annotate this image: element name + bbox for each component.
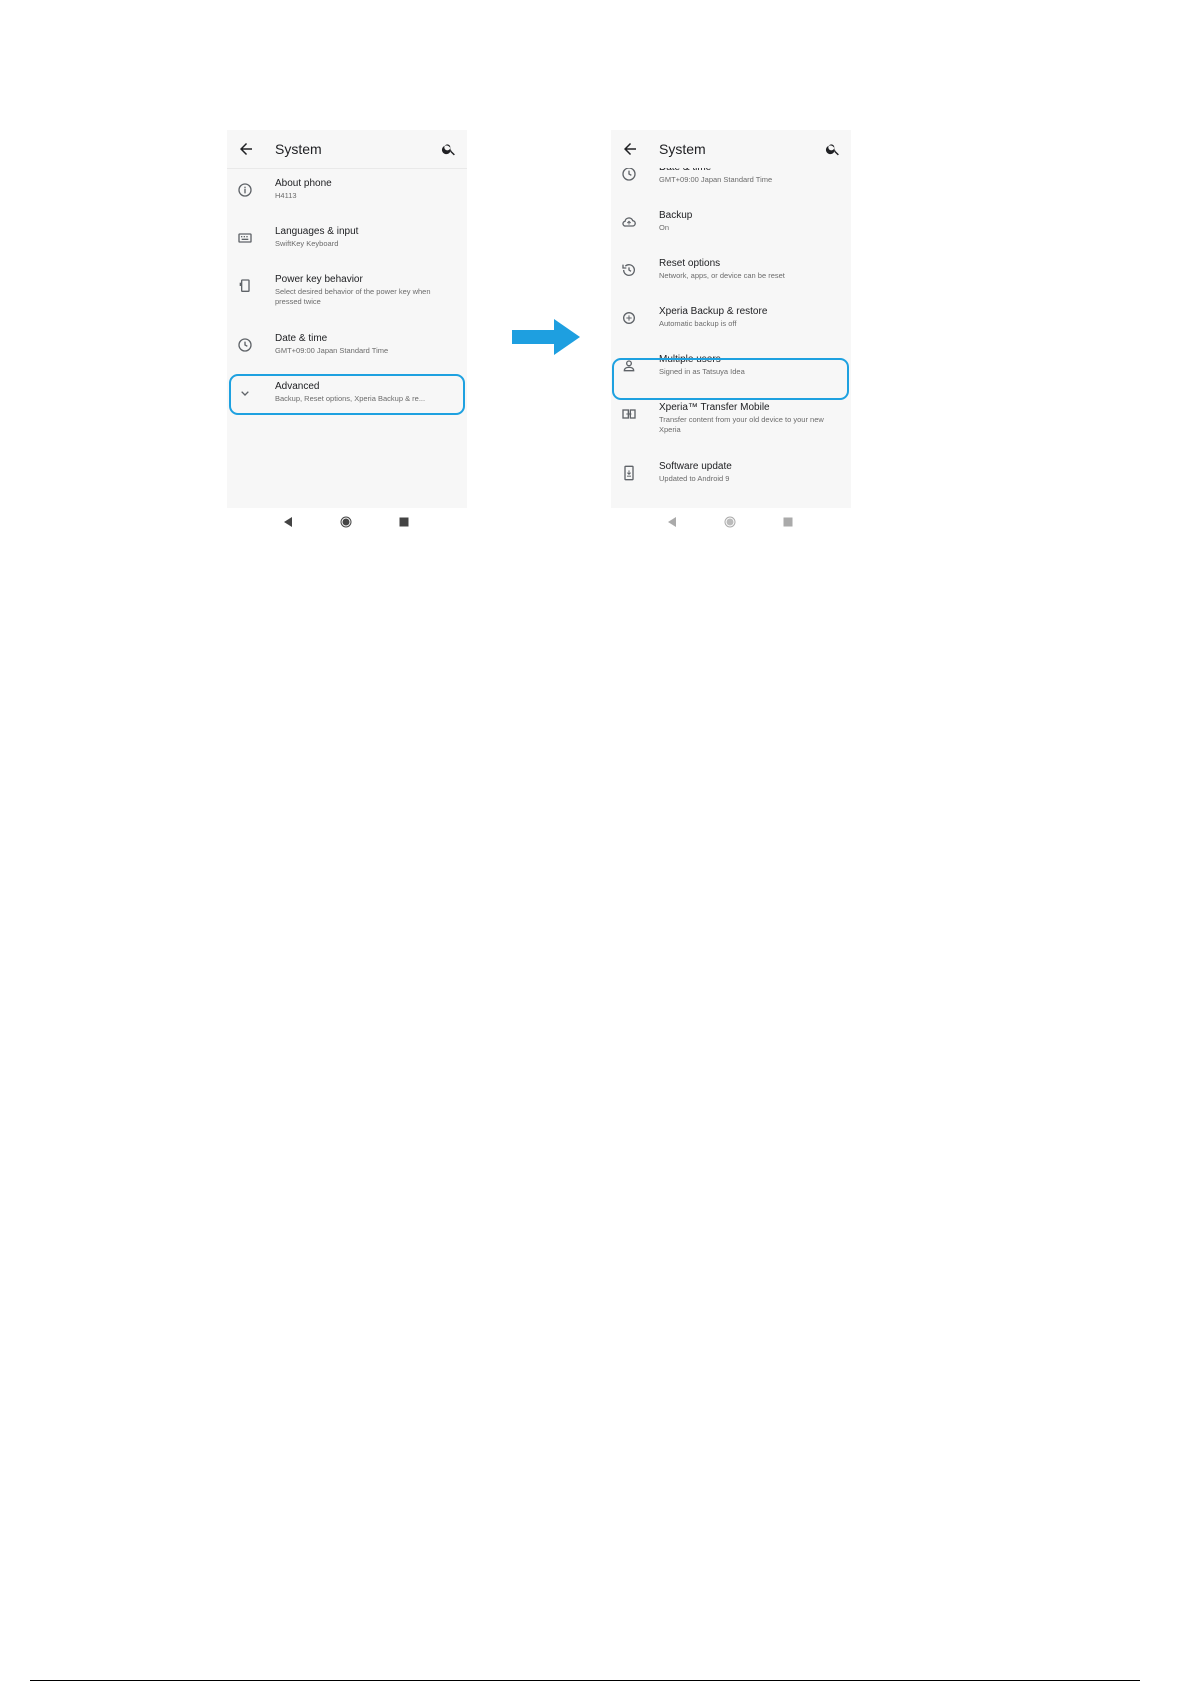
list-item-reset-options[interactable]	[611, 248, 851, 296]
transfer-icon	[621, 406, 637, 422]
nav-bar	[227, 512, 467, 530]
item-subtitle: Automatic backup is off	[659, 319, 737, 328]
item-title: Xperia Backup & restore	[659, 306, 768, 317]
item-title: Multiple users	[659, 354, 721, 365]
list-item-software-update[interactable]	[611, 451, 851, 499]
keyboard-icon	[237, 230, 253, 246]
software-update-icon	[621, 465, 637, 481]
nav-recents-icon[interactable]	[782, 516, 794, 528]
list-item-multiple-users[interactable]	[611, 344, 851, 392]
item-title: Software update	[659, 461, 732, 472]
nav-back-icon[interactable]	[282, 516, 294, 528]
back-arrow-icon[interactable]	[621, 140, 639, 158]
list-item-xperia-transfer-mobile[interactable]	[611, 392, 851, 451]
clock-icon	[621, 166, 637, 182]
info-icon	[237, 182, 253, 198]
list-item-xperia-backup-restore[interactable]	[611, 296, 851, 344]
left-phone-screenshot	[227, 130, 467, 508]
item-title: About phone	[275, 178, 332, 189]
list-item-backup[interactable]	[611, 200, 851, 248]
item-subtitle: GMT+09:00 Japan Standard Time	[275, 346, 389, 355]
item-subtitle: On	[659, 223, 670, 232]
page-title: System	[275, 141, 322, 157]
list-item-advanced[interactable]	[227, 371, 467, 419]
item-subtitle: SwiftKey Keyboard	[275, 239, 339, 248]
list-item-about-phone[interactable]	[227, 168, 467, 216]
right-arrow-icon	[512, 317, 582, 357]
backup-restore-icon	[621, 310, 637, 326]
item-title: Date & time	[275, 333, 328, 344]
nav-back-icon[interactable]	[666, 516, 678, 528]
nav-recents-icon[interactable]	[398, 516, 410, 528]
clock-icon	[237, 337, 253, 353]
page-title: System	[659, 141, 706, 157]
footer-rule	[30, 1680, 1140, 1681]
right-phone-screenshot	[611, 130, 851, 508]
item-subtitle: H4113	[275, 191, 297, 200]
list-item-power-key-behavior[interactable]	[227, 264, 467, 323]
item-subtitle: Updated to Android 9	[659, 474, 730, 483]
item-title: Advanced	[275, 381, 320, 392]
person-icon	[621, 358, 637, 374]
list-item-date-time[interactable]	[227, 323, 467, 371]
item-subtitle: Transfer content from your old device to your new Xperia	[659, 415, 824, 434]
item-title: Power key behavior	[275, 274, 363, 285]
nav-bar	[611, 512, 851, 530]
item-title: Languages & input	[275, 226, 359, 237]
history-icon	[621, 262, 637, 278]
item-subtitle: GMT+09:00 Japan Standard Time	[659, 175, 773, 184]
app-bar	[611, 130, 851, 168]
settings-list	[611, 152, 851, 499]
list-item-languages-input[interactable]	[227, 216, 467, 264]
item-title: Backup	[659, 210, 693, 221]
item-subtitle: Backup, Reset options, Xperia Backup & re...	[275, 394, 426, 403]
item-subtitle: Network, apps, or device can be reset	[659, 271, 785, 280]
right-screen	[611, 130, 851, 508]
search-icon[interactable]	[825, 141, 841, 157]
nav-home-icon[interactable]	[724, 516, 736, 528]
power-key-icon	[237, 278, 253, 294]
item-title: Reset options	[659, 258, 721, 269]
cloud-backup-icon	[621, 214, 637, 230]
nav-home-icon[interactable]	[340, 516, 352, 528]
chevron-down-icon	[237, 385, 253, 401]
settings-list	[227, 168, 467, 419]
search-icon[interactable]	[441, 141, 457, 157]
back-arrow-icon[interactable]	[237, 140, 255, 158]
left-screen	[227, 130, 467, 508]
item-subtitle: Signed in as Tatsuya Idea	[659, 367, 745, 376]
app-bar	[227, 130, 467, 169]
item-subtitle: Select desired behavior of the power key when pressed twice	[275, 287, 431, 306]
item-title: Xperia™ Transfer Mobile	[659, 402, 770, 413]
